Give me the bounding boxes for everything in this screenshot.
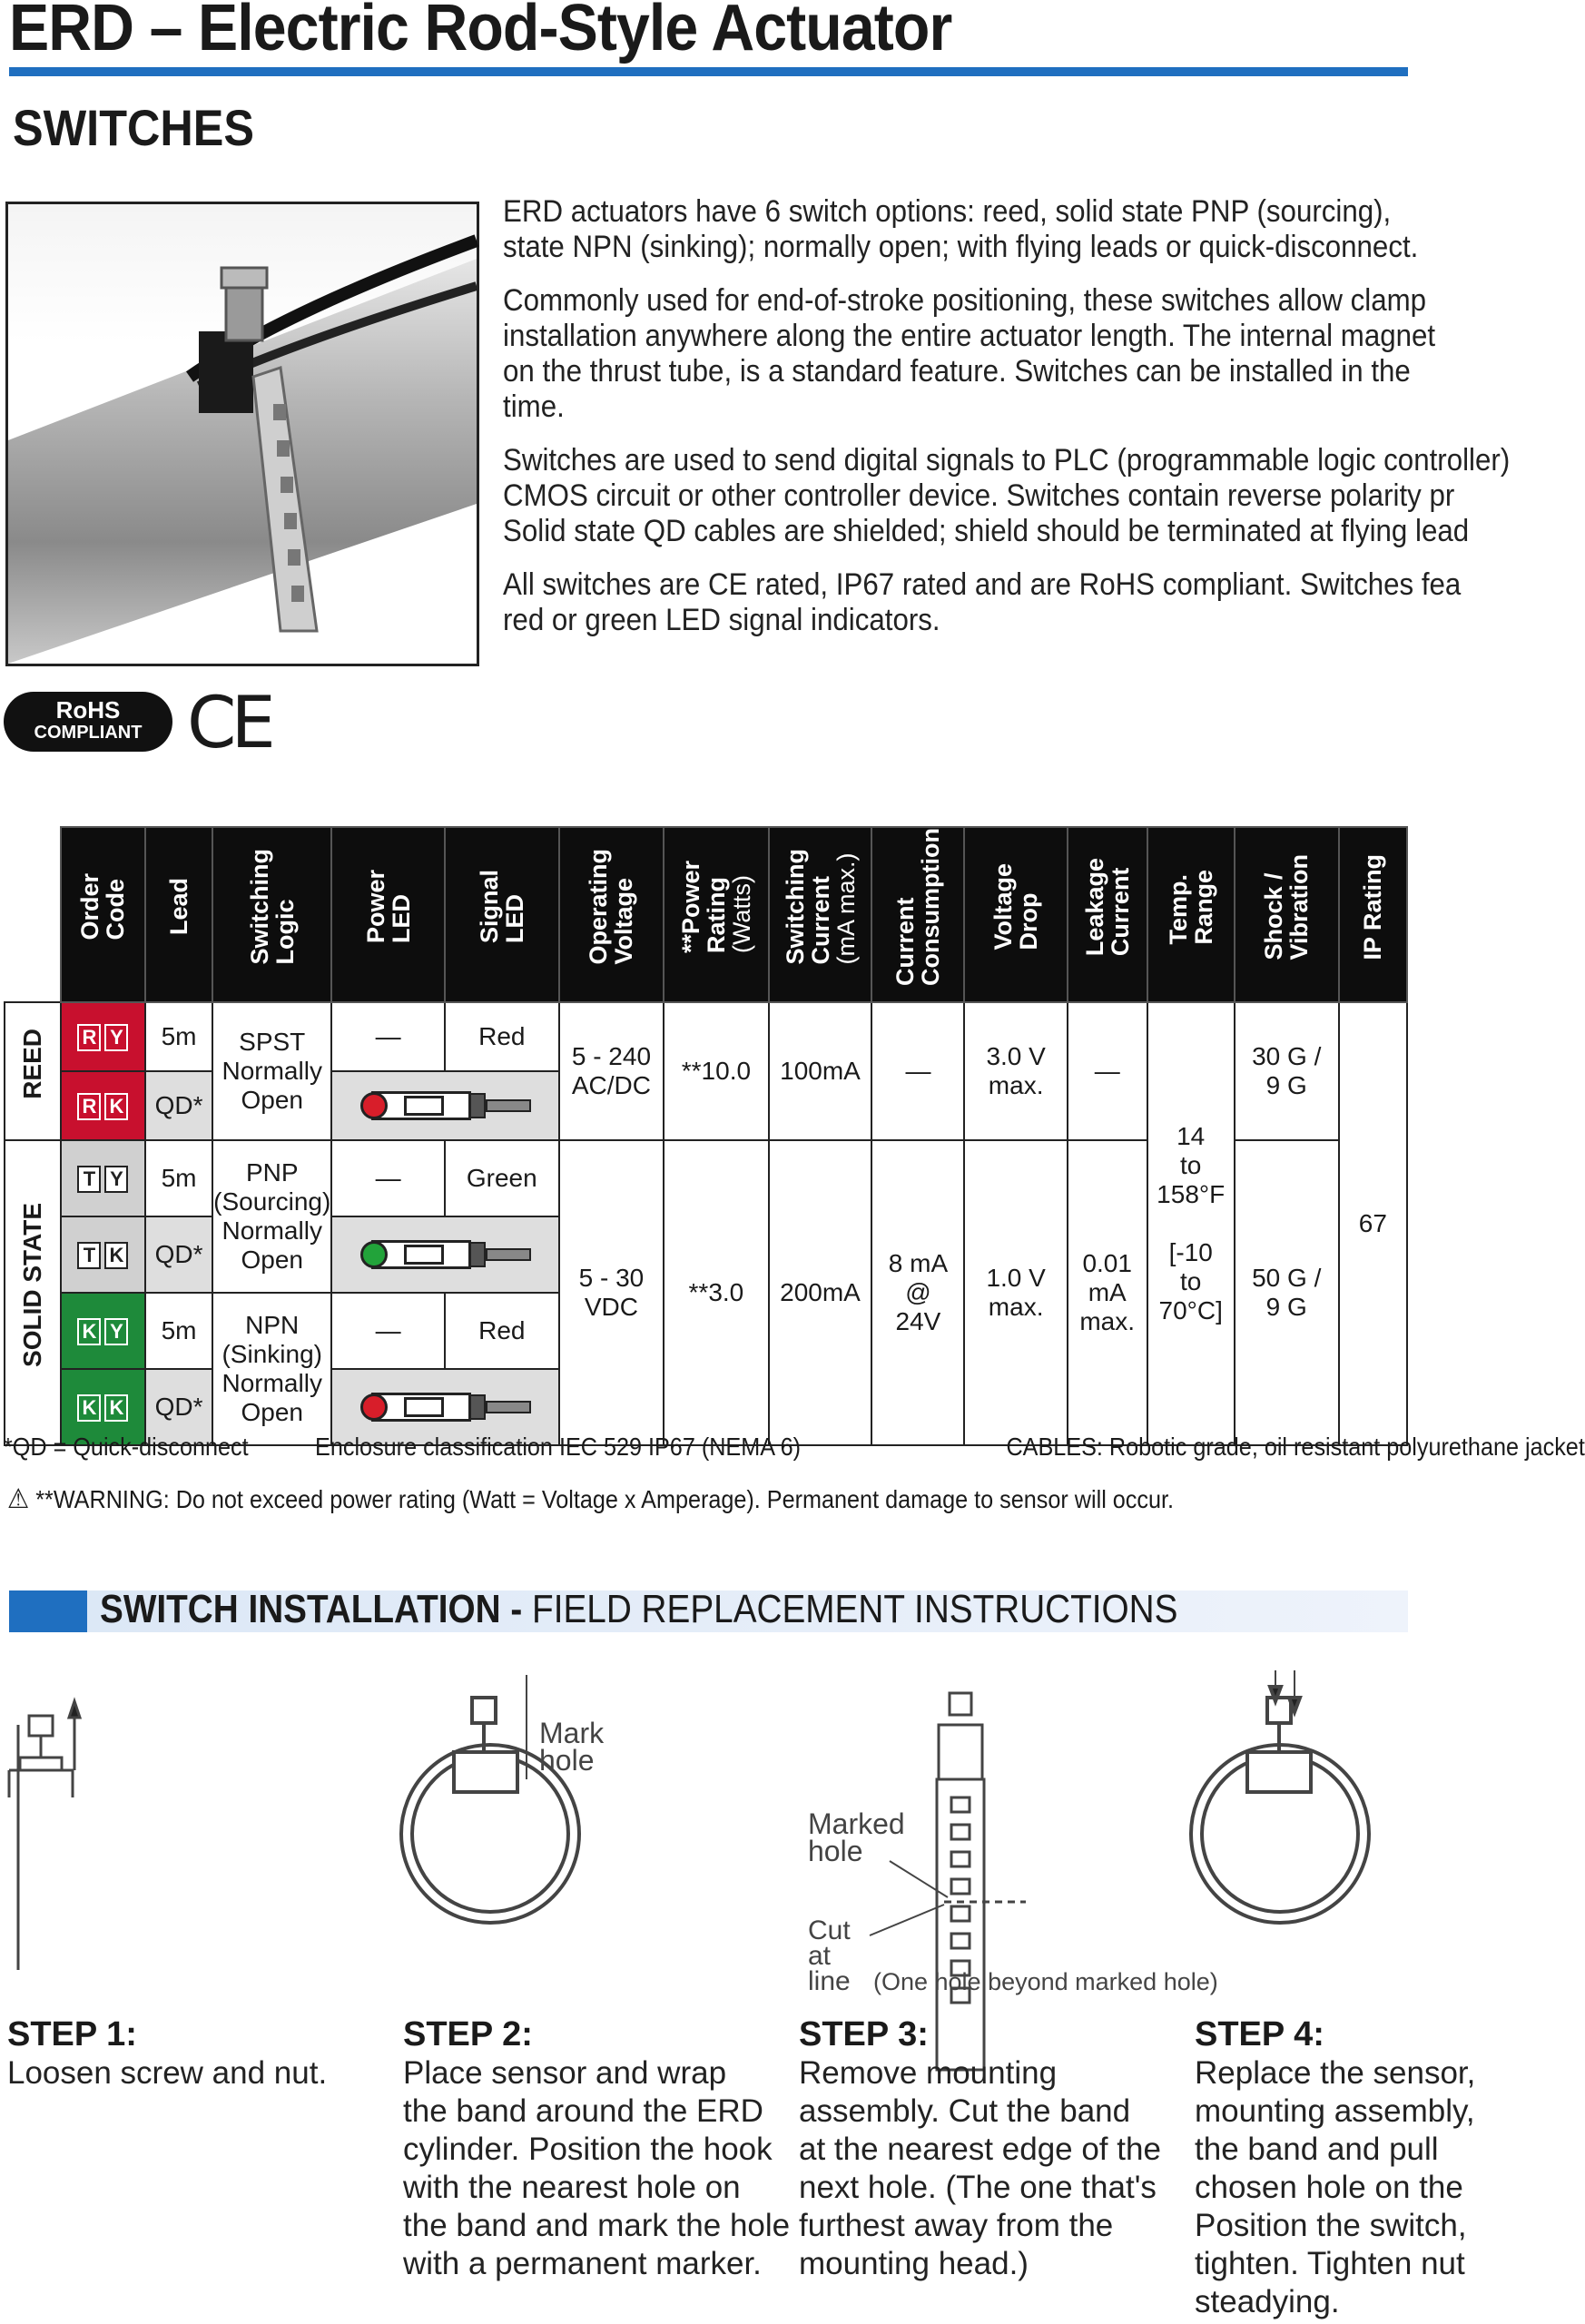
power-led-cell: — bbox=[331, 1293, 445, 1369]
table-row bbox=[5, 1002, 1407, 1071]
step-line: Place sensor and wrap bbox=[403, 2055, 727, 2091]
sensor-plug bbox=[469, 1394, 486, 1420]
header-text: Logic bbox=[271, 899, 299, 965]
header-text: Range bbox=[1189, 869, 1217, 945]
cell-line: (Sinking) bbox=[222, 1339, 322, 1368]
step-line: Loosen screw and nut. bbox=[7, 2055, 328, 2091]
cell-line: 14 bbox=[1176, 1121, 1206, 1150]
lead-cell: QD* bbox=[145, 1216, 212, 1293]
header-temp-range bbox=[1147, 827, 1235, 1002]
header-text: LED bbox=[500, 894, 528, 944]
consumption-cell: — bbox=[871, 1002, 964, 1140]
header-text: Leakage bbox=[1080, 857, 1108, 957]
step-line: furthest away from the bbox=[799, 2208, 1114, 2243]
switching-current-cell: 200mA bbox=[769, 1140, 872, 1445]
ip-rating-cell: 67 bbox=[1339, 1002, 1407, 1445]
step-line: with a permanent marker. bbox=[403, 2246, 762, 2281]
header-text: Voltage bbox=[610, 878, 638, 965]
cut-label-line1: Cut bbox=[808, 1915, 851, 1945]
step-2 bbox=[403, 2015, 791, 2283]
product-photo bbox=[5, 202, 479, 666]
header-ip-rating bbox=[1339, 827, 1407, 1002]
cell-line: 24V bbox=[895, 1306, 941, 1335]
step-line: at the nearest edge of the bbox=[799, 2132, 1161, 2167]
leakage-cell: — bbox=[1068, 1002, 1147, 1140]
cut-label-line3: line bbox=[808, 1966, 851, 1996]
signal-led-cell: Red bbox=[445, 1002, 559, 1071]
intro-text bbox=[503, 194, 1511, 656]
code-letter: K bbox=[104, 1242, 128, 1269]
step-line: Position the switch, bbox=[1195, 2208, 1467, 2243]
lead-cell: 5m bbox=[145, 1293, 212, 1369]
cell-line: 1.0 V bbox=[986, 1263, 1046, 1292]
header-text: Current bbox=[806, 876, 834, 965]
cell-line: max. bbox=[988, 1070, 1044, 1099]
cell-line: max. bbox=[1079, 1306, 1136, 1335]
title-rule bbox=[9, 67, 1408, 76]
sensor-window bbox=[404, 1096, 444, 1116]
power-warning bbox=[7, 1483, 1174, 1515]
step3-diagram bbox=[870, 1693, 1026, 2070]
intro-paragraph-1 bbox=[503, 194, 1419, 265]
group-label-reed bbox=[5, 1002, 61, 1140]
switch-spec-table bbox=[4, 826, 1408, 1446]
cell-line: 3.0 V bbox=[986, 1041, 1046, 1070]
header-shock-vibration bbox=[1235, 827, 1339, 1002]
cell-line: VDC bbox=[584, 1292, 638, 1321]
header-text: (Watts) bbox=[727, 875, 755, 954]
order-code-cell bbox=[61, 1002, 145, 1071]
warning-text: **WARNING: Do not exceed power rating (Watt = Voltage x Amperage). Permanent damage to sensor will occur. bbox=[35, 1485, 1175, 1513]
sensor-window bbox=[404, 1245, 444, 1265]
header-text: Signal bbox=[475, 870, 503, 944]
header-voltage-drop bbox=[964, 827, 1067, 1002]
intro-line: All switches are CE rated, IP67 rated and are RoHS compliant. Switches fea bbox=[503, 567, 1462, 602]
one-hole-beyond-label: (One hole beyond marked hole) bbox=[873, 1968, 1218, 1995]
cell-line: to bbox=[1180, 1266, 1202, 1295]
header-operating-voltage bbox=[559, 827, 665, 1002]
header-current-consumption bbox=[871, 827, 964, 1002]
cell-line: PNP bbox=[245, 1157, 299, 1187]
header-text: Switching bbox=[245, 849, 273, 965]
cell-line: NPN bbox=[245, 1310, 300, 1339]
marked-hole-label-line1: Marked bbox=[808, 1807, 905, 1840]
cables-note: CABLES: Robotic grade, oil resistant polyurethane jacket bbox=[1006, 1433, 1585, 1461]
ce-mark: CE bbox=[187, 683, 271, 764]
header-text: Consumption bbox=[917, 828, 945, 986]
shock-cell bbox=[1235, 1140, 1339, 1445]
header-text: **Power bbox=[676, 860, 704, 954]
group-label-solid-state bbox=[5, 1140, 61, 1445]
cell-line: Normally bbox=[222, 1368, 322, 1397]
cell-line: (Sourcing) bbox=[213, 1187, 331, 1216]
step4-diagram bbox=[1191, 1670, 1369, 1923]
cell-line: 70°C] bbox=[1158, 1295, 1223, 1324]
header-text: Lead bbox=[165, 878, 193, 936]
warning-icon: ⚠ bbox=[7, 1483, 30, 1515]
cell-line: Normally bbox=[222, 1216, 322, 1245]
step-line: chosen hole on the bbox=[1195, 2170, 1463, 2205]
mark-hole-label-line1: Mark bbox=[539, 1717, 605, 1749]
enclosure-note: Enclosure classification IEC 529 IP67 (NEMA 6) bbox=[315, 1433, 802, 1461]
step-line: tighten. Tighten nut bbox=[1195, 2246, 1465, 2281]
rohs-badge bbox=[4, 692, 172, 752]
sensor-cable bbox=[486, 1401, 531, 1413]
voltage-drop-cell bbox=[964, 1002, 1067, 1140]
header-text: LED bbox=[387, 894, 415, 944]
step-4 bbox=[1195, 2015, 1476, 2321]
switching-current-cell: 100mA bbox=[769, 1002, 872, 1140]
header-text: Operating bbox=[585, 849, 613, 965]
cell-line: SPST bbox=[239, 1027, 306, 1056]
cell-line: Open bbox=[241, 1397, 303, 1426]
step-line: the band and pull bbox=[1195, 2132, 1439, 2167]
lead-cell: 5m bbox=[145, 1140, 212, 1216]
intro-line: red or green LED signal indicators. bbox=[503, 603, 940, 637]
code-letter: R bbox=[77, 1093, 101, 1120]
intro-line: time. bbox=[503, 389, 565, 424]
marked-hole-label-line2: hole bbox=[808, 1835, 863, 1867]
power-rating-cell: **3.0 bbox=[664, 1140, 768, 1445]
code-letter: K bbox=[104, 1394, 128, 1422]
page-title: ERD – Electric Rod-Style Actuator bbox=[9, 0, 952, 64]
sensor-diagram bbox=[360, 1088, 529, 1124]
intro-line: CMOS circuit or other controller device. Switches contain reverse polarity pr bbox=[503, 478, 1455, 513]
intro-paragraph-3 bbox=[503, 443, 1511, 549]
intro-paragraph-2 bbox=[503, 283, 1436, 425]
step-title: STEP 1: bbox=[7, 2015, 137, 2053]
header-power-led bbox=[331, 827, 445, 1002]
logic-cell bbox=[212, 1140, 331, 1293]
sensor-diagram bbox=[360, 1236, 529, 1273]
sensor-plug bbox=[469, 1093, 486, 1118]
header-lead bbox=[145, 827, 212, 1002]
header-signal-led bbox=[445, 827, 559, 1002]
header-order-code bbox=[61, 827, 145, 1002]
header-text: Code bbox=[102, 879, 130, 940]
leakage-cell bbox=[1068, 1140, 1147, 1445]
header-switching-logic bbox=[212, 827, 331, 1002]
group-label-text: SOLID STATE bbox=[18, 1203, 47, 1367]
header-power-rating bbox=[664, 827, 768, 1002]
intro-line: on the thrust tube, is a standard feature. Switches can be installed in the bbox=[503, 354, 1411, 389]
step-title: STEP 4: bbox=[1195, 2015, 1324, 2053]
step-line: mounting head.) bbox=[799, 2246, 1029, 2281]
cell-line: 9 G bbox=[1265, 1292, 1307, 1321]
code-letter: Y bbox=[104, 1166, 128, 1193]
intro-paragraph-4 bbox=[503, 567, 1462, 638]
power-rating-cell: **10.0 bbox=[664, 1002, 768, 1140]
header-text: Voltage bbox=[989, 863, 1018, 950]
header-text: IP Rating bbox=[1359, 853, 1387, 960]
installation-diagrams bbox=[0, 1670, 1408, 2006]
order-code-cell bbox=[61, 1071, 145, 1140]
lead-cell: 5m bbox=[145, 1002, 212, 1071]
signal-led-cell: Green bbox=[445, 1140, 559, 1216]
code-letter: K bbox=[104, 1093, 128, 1120]
cell-line: [-10 bbox=[1168, 1237, 1213, 1266]
rohs-subtitle: COMPLIANT bbox=[34, 723, 143, 743]
header-text: Order bbox=[76, 873, 104, 940]
order-code-cell bbox=[61, 1140, 145, 1216]
sensor-window bbox=[404, 1397, 444, 1417]
code-letter: K bbox=[77, 1318, 101, 1345]
code-letter: T bbox=[77, 1166, 101, 1193]
header-text: Current bbox=[1106, 867, 1134, 957]
step-title: STEP 2: bbox=[403, 2015, 533, 2053]
sensor-diagram-cell bbox=[331, 1071, 558, 1140]
header-blank bbox=[5, 827, 61, 1002]
cell-line: 50 G / bbox=[1252, 1263, 1322, 1292]
step-line: steadying. bbox=[1195, 2284, 1340, 2319]
cell-line: @ bbox=[905, 1277, 931, 1306]
intro-line: Solid state QD cables are shielded; shield should be terminated at flying lead bbox=[503, 514, 1470, 548]
cell-line: to bbox=[1180, 1150, 1202, 1179]
header-text: Shock / bbox=[1260, 872, 1288, 960]
cell-line: 5 - 30 bbox=[578, 1263, 645, 1292]
header-text: Power bbox=[361, 870, 389, 944]
step2-diagram bbox=[401, 1675, 579, 1923]
intro-line: state NPN (sinking); normally open; with flying leads or quick-disconnect. bbox=[503, 230, 1419, 264]
intro-line: Switches are used to send digital signals to PLC (programmable logic controller) bbox=[503, 443, 1511, 478]
step-line: Remove mounting bbox=[799, 2055, 1058, 2091]
installation-title-bold: SWITCH INSTALLATION - bbox=[100, 1587, 533, 1631]
intro-line: ERD actuators have 6 switch options: reed, solid state PNP (sourcing), bbox=[503, 194, 1392, 229]
intro-line: installation anywhere along the entire actuator length. The internal magnet bbox=[503, 319, 1436, 353]
step1-diagram bbox=[9, 1701, 80, 1970]
consumption-cell bbox=[871, 1140, 964, 1445]
sensor-cable bbox=[486, 1248, 531, 1261]
rohs-title: RoHS bbox=[55, 696, 121, 724]
voltage-cell bbox=[559, 1140, 665, 1445]
header-text: (mA max.) bbox=[832, 852, 860, 965]
temp-range-cell bbox=[1147, 1002, 1235, 1445]
code-letter: T bbox=[77, 1242, 101, 1269]
lead-cell: QD* bbox=[145, 1369, 212, 1445]
step-line: mounting assembly, bbox=[1195, 2093, 1475, 2129]
step-line: Replace the sensor, bbox=[1195, 2055, 1476, 2091]
step-3 bbox=[799, 2015, 1171, 2283]
header-text: Temp. bbox=[1164, 873, 1192, 945]
code-letter: K bbox=[77, 1394, 101, 1422]
step-line: the band around the ERD bbox=[403, 2093, 763, 2129]
installation-title bbox=[100, 1587, 1177, 1632]
table-header-row bbox=[5, 827, 1407, 1002]
power-led-cell: — bbox=[331, 1140, 445, 1216]
step-line: cylinder. Position the hook bbox=[403, 2132, 773, 2167]
cell-line: mA bbox=[1088, 1277, 1127, 1306]
cell-line: Normally bbox=[222, 1056, 322, 1085]
sensor-cable bbox=[486, 1099, 531, 1112]
step-line: with the nearest hole on bbox=[403, 2170, 741, 2205]
step-title: STEP 3: bbox=[799, 2015, 929, 2053]
header-switching-current bbox=[769, 827, 872, 1002]
cell-line: AC/DC bbox=[571, 1070, 651, 1099]
voltage-drop-cell bbox=[964, 1140, 1067, 1445]
cut-label-line2: at bbox=[808, 1941, 832, 1971]
table-notes bbox=[4, 1433, 1585, 1462]
step-line: next hole. (The one that's bbox=[799, 2170, 1157, 2205]
sensor-diagram-cell bbox=[331, 1216, 558, 1293]
sensor-plug bbox=[469, 1242, 486, 1267]
step-line: assembly. Cut the band bbox=[799, 2093, 1131, 2129]
power-led-cell: — bbox=[331, 1002, 445, 1071]
installation-title-rest: FIELD REPLACEMENT INSTRUCTIONS bbox=[532, 1587, 1178, 1631]
header-text: Current bbox=[891, 897, 920, 986]
cell-line: 9 G bbox=[1265, 1070, 1307, 1099]
code-letter: R bbox=[77, 1024, 101, 1051]
signal-led-cell: Red bbox=[445, 1293, 559, 1369]
cell-line: 158°F bbox=[1157, 1179, 1226, 1208]
code-letter: Y bbox=[104, 1318, 128, 1345]
cell-line: 30 G / bbox=[1252, 1041, 1322, 1070]
qd-note: *QD = Quick-disconnect bbox=[4, 1433, 249, 1461]
group-label-text: REED bbox=[18, 1028, 47, 1099]
step-1 bbox=[7, 2015, 379, 2093]
intro-line: Commonly used for end-of-stroke positioning, these switches allow clamp bbox=[503, 283, 1427, 318]
header-text: Drop bbox=[1015, 892, 1043, 950]
logic-cell bbox=[212, 1002, 331, 1140]
mark-hole-label-line2: hole bbox=[539, 1744, 595, 1777]
header-leakage-current bbox=[1068, 827, 1147, 1002]
lead-cell: QD* bbox=[145, 1071, 212, 1140]
logic-cell bbox=[212, 1293, 331, 1445]
header-text: Switching bbox=[781, 849, 809, 965]
order-code-cell bbox=[61, 1293, 145, 1369]
cell-line: 5 - 240 bbox=[571, 1041, 652, 1070]
cell-line: 8 mA bbox=[888, 1248, 949, 1277]
code-letter: Y bbox=[104, 1024, 128, 1051]
order-code-cell bbox=[61, 1216, 145, 1293]
sensor-diagram bbox=[360, 1389, 529, 1425]
section-heading: SWITCHES bbox=[13, 99, 255, 156]
header-text: Rating bbox=[702, 877, 730, 954]
cell-line: Open bbox=[241, 1245, 303, 1274]
cell-line: max. bbox=[988, 1292, 1044, 1321]
cell-line: 0.01 bbox=[1082, 1248, 1132, 1277]
header-text: Vibration bbox=[1285, 853, 1314, 960]
installation-bar-accent bbox=[9, 1590, 87, 1632]
cell-line: Open bbox=[241, 1085, 303, 1114]
shock-cell bbox=[1235, 1002, 1339, 1140]
voltage-cell bbox=[559, 1002, 665, 1140]
step-line: the band and mark the hole bbox=[403, 2208, 791, 2243]
